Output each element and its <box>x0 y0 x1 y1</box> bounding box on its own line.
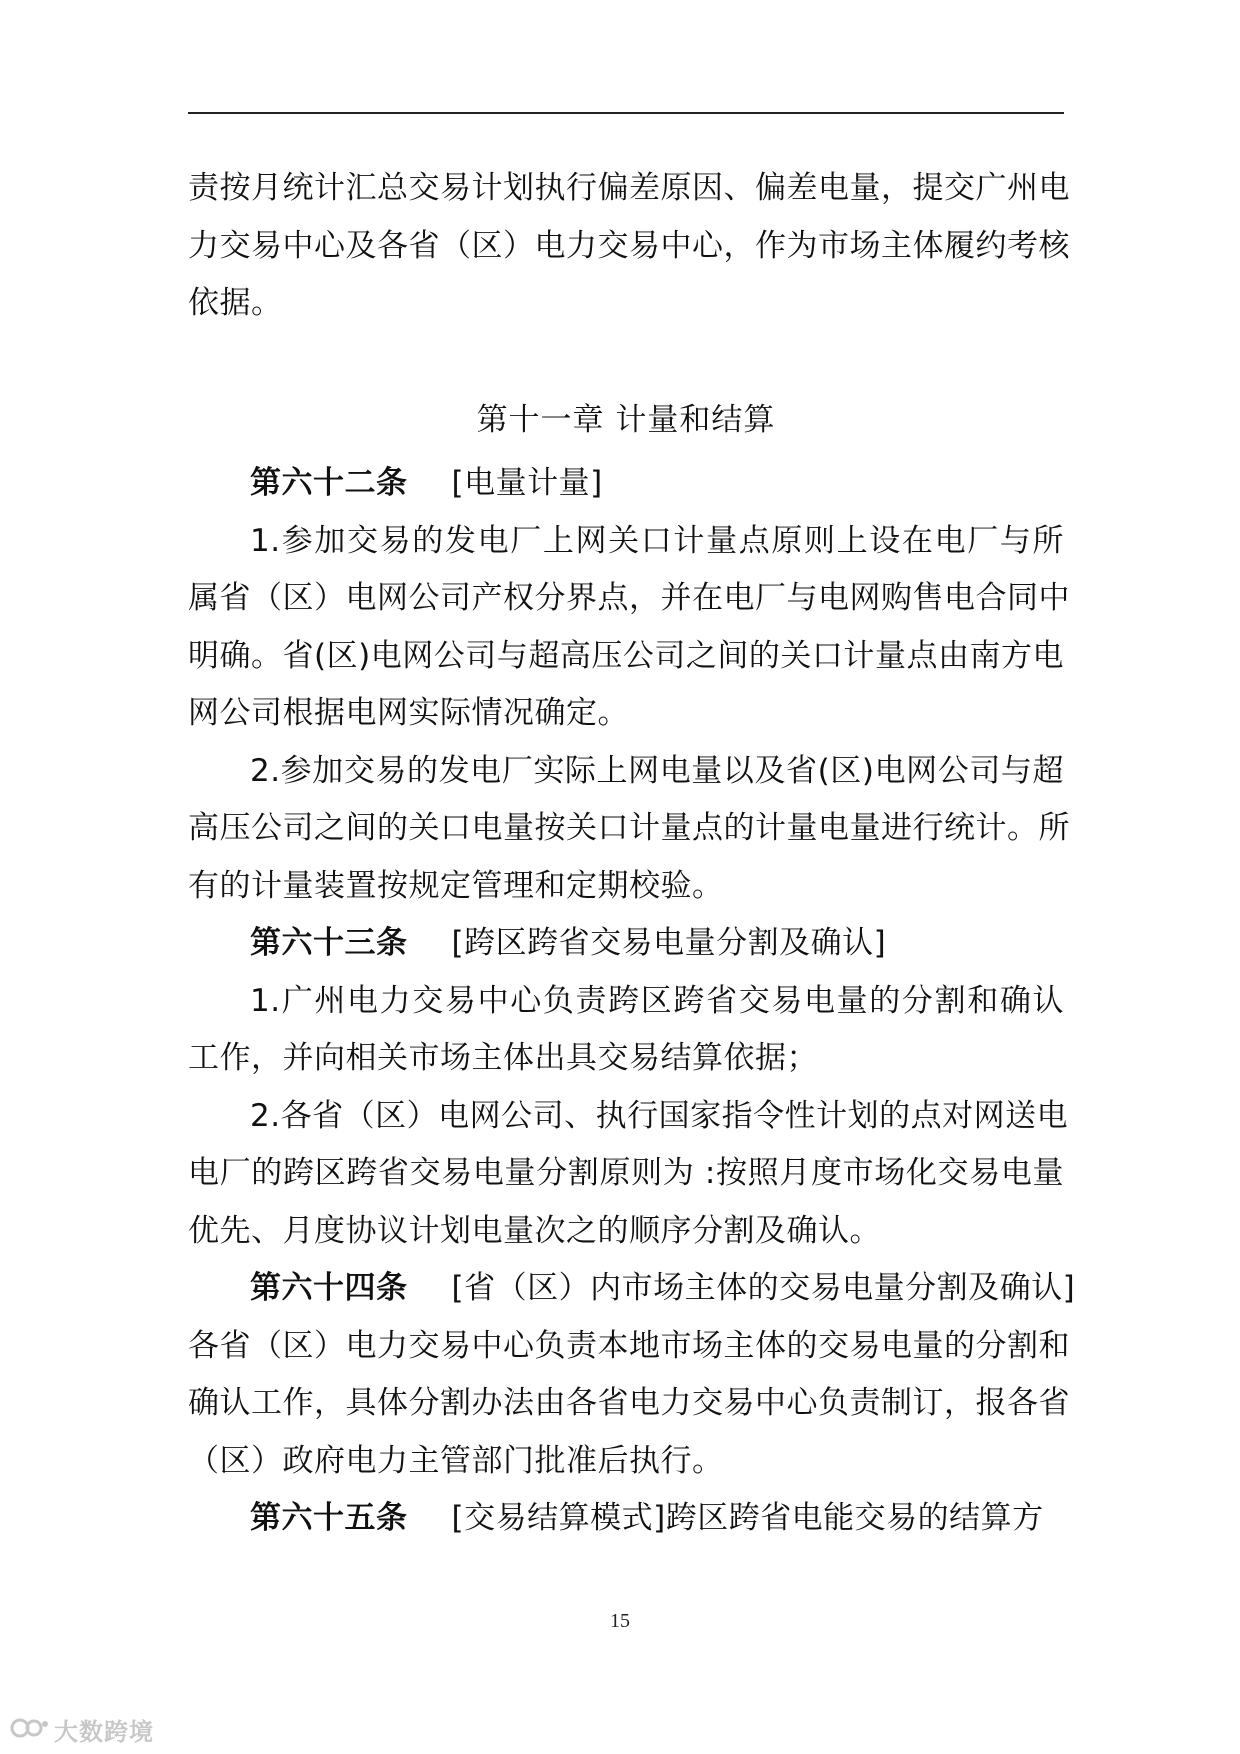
text-line: 2.参加交易的发电厂实际上网电量以及省(区)电网公司与超 <box>250 752 1064 789</box>
article-62-heading-line <box>188 455 1064 513</box>
text-line: 网公司根据电网实际情况确定。 <box>188 695 629 731</box>
text-line: 明确。省(区)电网公司与超高压公司之间的关口计量点由南方电 <box>188 637 1064 674</box>
chapter-title: 第十一章 计量和结算 <box>476 401 776 438</box>
text-line: 工作，并向相关市场主体出具交易结算依据； <box>188 1040 818 1076</box>
article-64-title: 第六十四条 <box>250 1270 408 1306</box>
article-63-heading-line <box>188 915 1064 973</box>
article-65-title: 第六十五条 <box>250 1500 408 1536</box>
text-line: 高压公司之间的关口电量按关口计量点的计量电量进行统计。所 <box>188 810 1070 846</box>
text-line: 各省（区）电力交易中心负责本地市场主体的交易电量的分割和 <box>188 1327 1070 1364</box>
watermark <box>10 1712 170 1746</box>
logo-mark-icon <box>10 1712 50 1746</box>
article-62-title: 第六十二条 <box>250 465 408 501</box>
text-line: 1.广州电力交易中心负责跨区跨省交易电量的分割和确认 <box>250 982 1064 1019</box>
text-line: 依据。 <box>188 285 283 321</box>
article-63-title: 第六十三条 <box>250 925 408 961</box>
page-number: 15 <box>610 1610 630 1632</box>
document-body <box>188 160 1076 1548</box>
text-line: 属省（区）电网公司产权分界点，并在电厂与电网购售电合同中 <box>188 580 1070 616</box>
article-64-heading-line <box>188 1260 1076 1318</box>
watermark-text: 大数跨境 <box>54 1717 154 1746</box>
article-63-heading: [跨区跨省交易电量分割及确认] <box>451 925 887 961</box>
article-62-heading: [电量计量] <box>451 465 603 501</box>
text-line: 2.各省（区）电网公司、执行国家指令性计划的点对网送电 <box>250 1097 1069 1134</box>
header-rule <box>188 112 1064 114</box>
text-line: 有的计量装置按规定管理和定期校验。 <box>188 867 724 904</box>
intro-paragraph <box>188 160 1070 333</box>
text-line: 电厂的跨区跨省交易电量分割原则为 :按照月度市场化交易电量 <box>188 1155 1064 1191</box>
text-line: （区）政府电力主管部门批准后执行。 <box>188 1442 724 1479</box>
text-line: 确认工作，具体分割办法由各省电力交易中心负责制订，报各省 <box>188 1385 1070 1421</box>
text-line: 责按月统计汇总交易计划执行偏差原因、偏差电量，提交广州电 <box>188 170 1070 206</box>
article-65-heading-line <box>188 1490 1064 1548</box>
article-65-heading: [交易结算模式]跨区跨省电能交易的结算方 <box>451 1500 1044 1536</box>
text-line: 1.参加交易的发电厂上网关口计量点原则上设在电厂与所 <box>250 522 1064 559</box>
text-line: 优先、月度协议计划电量次之的顺序分割及确认。 <box>188 1212 881 1249</box>
text-line: 力交易中心及各省（区）电力交易中心，作为市场主体履约考核 <box>188 227 1070 264</box>
article-64-heading: [省（区）内市场主体的交易电量分割及确认] <box>451 1270 1076 1306</box>
